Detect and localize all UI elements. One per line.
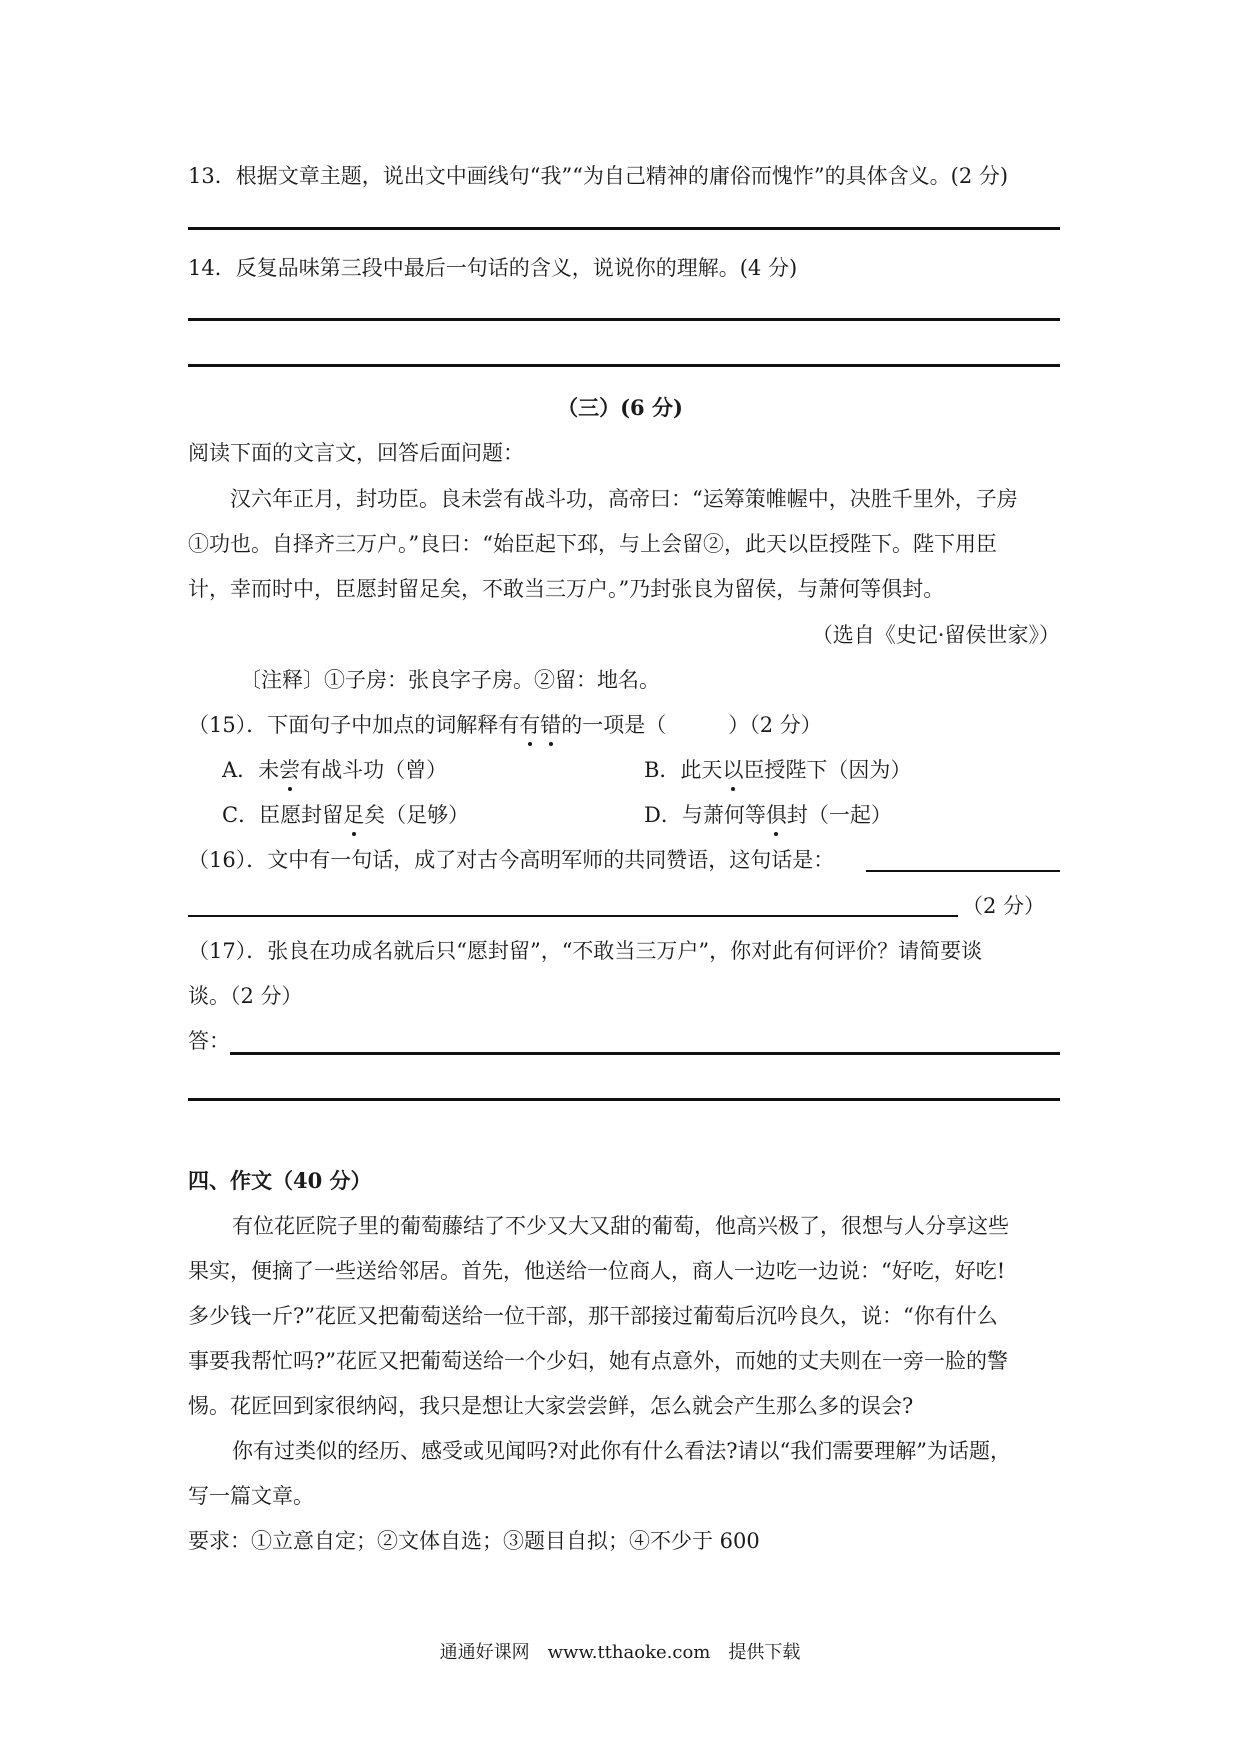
passage-line-3: 计，幸而时中，臣愿封留足矣，不敢当三万户。”乃封张良为留侯，与萧何等俱封。 [188,577,945,601]
question-15 [188,709,822,739]
option-d-pre: D．与萧何等 [644,803,766,827]
q15-stem-rest [519,713,822,737]
option-d-dotted: 俱 [766,799,787,829]
q16-points: （2 分） [962,894,1046,918]
option-b-post: 臣授陛下（因为） [743,758,912,782]
q15-points: ）（2 分） [728,713,822,737]
answer-line-14b [188,364,1060,367]
q15-stem: （15）．下面句子中加点的词解释有 [188,713,520,737]
page-footer: 通通好课网 www.tthaoke.com 提供下载 [439,1642,801,1663]
q15-option-d [644,799,892,829]
q15-option-a [222,754,447,784]
section-3-instruction: 阅读下面的文言文，回答后面问题： [188,441,524,465]
option-b-pre: B．此天 [644,758,723,782]
essay-line-1: 有位花匠院子里的葡萄藤结了不少又大又甜的葡萄，他高兴极了，很想与人分享这些 [232,1214,1009,1238]
essay-line-4: 事要我帮忙吗?”花匠又把葡萄送给一个少妇，她有点意外，而她的丈夫则在一旁一脸的警 [188,1349,1008,1373]
q15-option-c [222,799,469,829]
q15-stem-after: 的一项是（ [561,713,667,737]
essay-line-5: 惕。花匠回到家很纳闷，我只是想让大家尝尝鲜，怎么就会产生那么多的误会? [188,1394,914,1418]
question-17-line-1: （17）．张良在功成名就后只“愿封留”，“不敢当三万户”，你对此有何评价？请简要谈 [188,939,983,963]
essay-line-3: 多少钱一斤?”花匠又把葡萄送给一位干部，那干部接过葡萄后沉吟良久，说：“你有什么 [188,1304,998,1328]
option-c-post: 矣（足够） [364,803,470,827]
q15-dotted-you: 有 [519,709,540,739]
essay-line-7: 写一篇文章。 [188,1484,314,1508]
question-14: 14．反复品味第三段中最后一句话的含义，说说你的理解。(4 分) [188,256,798,280]
answer-line-14a [188,318,1060,321]
answer-line-17b [188,1098,1060,1101]
passage-source: （选自《史记·留侯世家》） [811,623,1060,647]
essay-line-6: 你有过类似的经历、感受或见闻吗?对此你有什么看法?请以“我们需要理解”为话题， [232,1439,1011,1463]
option-b-dotted: 以 [722,754,743,784]
q15-option-b [644,754,911,784]
option-c-dotted: 足 [343,799,364,829]
answer-line-17a [230,1052,1060,1055]
q15-dotted-cuo: 错 [540,709,561,739]
option-a-post: 有战斗功（曾） [300,758,448,782]
q16-answer-blank-2 [188,915,958,917]
option-d-post: 封（一起） [786,803,892,827]
option-c-pre: C．臣愿封留 [222,803,344,827]
passage-line-1: 汉六年正月，封功臣。良未尝有战斗功，高帝曰：“运筹策帷幄中，决胜千里外，子房 [230,487,1018,511]
question-17-line-2: 谈。（2 分） [188,984,303,1008]
question-13: 13．根据文章主题，说出文中画线句“我”“为自己精神的庸俗而愧怍”的具体含义。(2 分) [188,164,1009,188]
question-16: （16）．文中有一句话，成了对古今高明军师的共同赞语，这句话是： [188,848,835,872]
essay-line-2: 果实，便摘了一些送给邻居。首先，他送给一位商人，商人一边吃一边说：“好吃，好吃! [188,1259,1006,1283]
option-a-dotted: 尝 [279,754,300,784]
q17-answer-label: 答： [188,1029,230,1053]
essay-requirements: 要求：①立意自定；②文体自选；③题目自拟；④不少于 600 [188,1529,760,1553]
option-a-pre: A．未 [222,758,280,782]
passage-notes: 〔注释〕①子房：张良字子房。②留：地名。 [240,668,660,692]
section-3-heading: （三）(6 分) [557,395,683,420]
answer-line-13 [188,227,1060,230]
section-4-heading: 四、作文（40 分） [188,1168,372,1193]
passage-line-2: ①功也。自择齐三万户。”良曰：“始臣起下邳，与上会留②，此天以臣授陛下。陛下用臣 [188,532,997,556]
q16-answer-blank-1 [866,870,1060,872]
